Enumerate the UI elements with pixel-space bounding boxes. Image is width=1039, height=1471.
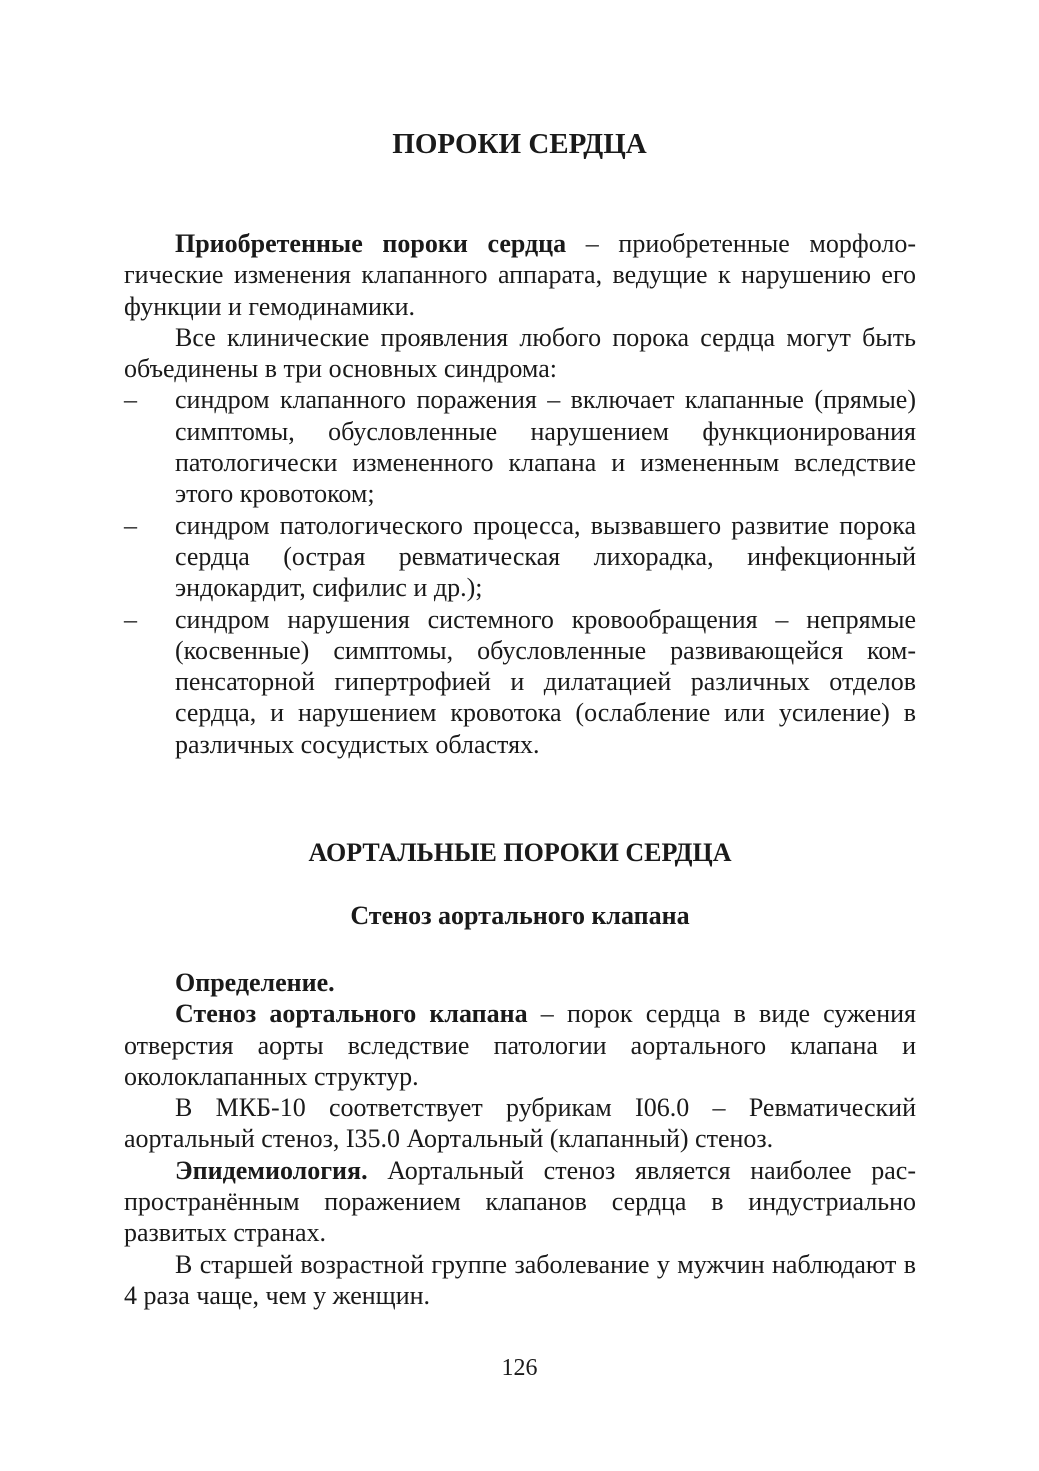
list-dash: – [124, 385, 137, 415]
list-dash: – [124, 510, 137, 540]
epidemiology-term: Эпидемиология. [175, 1155, 368, 1185]
icd-paragraph: В МКБ-10 соответствует рубрикам I06.0 – Ревматический аортальный стеноз, I35.0 Аортальный (клапанный) стеноз. [124, 1093, 916, 1154]
list-item [124, 604, 916, 760]
list-item-text: синдром патологического процесса, вызвавшего развитие порока сердца (острая ревматическая лихорадка, инфекционный эндокардит, сифилис и др.); [175, 510, 916, 603]
list-dash: – [124, 604, 137, 634]
syndromes-lead-paragraph: Все клинические проявления любого порока сердца могут быть объединены в три основных синдрома: [124, 322, 916, 384]
list-item-text: синдром клапанного поражения – включает клапанные (прямые) симптомы, обусловленные нарушением функционирования патологически измененного клапана и измененным вследствие этого кровотоком; [175, 385, 916, 509]
aortic-definition-term: Стеноз аортального клапана [175, 999, 528, 1029]
aortic-definition-text: – порок сердца в виде сужения отверстия аорты вследствие патологии аортального клапана и околоклапанных структур. [124, 999, 916, 1091]
definition-paragraph [124, 228, 916, 322]
age-paragraph: В старшей возрастной группе заболевание у мужчин наблюдают в 4 раза чаще, чем у женщин. [124, 1249, 916, 1310]
definition-heading: Определение. [175, 968, 335, 997]
main-title: ПОРОКИ СЕРДЦА [392, 128, 647, 160]
list-item [124, 384, 916, 509]
definition-term: Приобретенные пороки сердца [175, 229, 567, 258]
page-number: 126 [501, 1355, 538, 1381]
aortic-definition-paragraph [124, 998, 916, 1092]
list-item-text: синдром нарушения системного кровообращения – непрямые (косвенные) симптомы, обусловленные развивающейся компенсаторной гипертрофией и дилатацией различных отделов сердца, и нарушением кровотока (ослабление или усиление) в различных сосудистых областях. [175, 604, 916, 759]
aortic-stenosis-section [124, 967, 916, 1311]
list-item [124, 510, 916, 604]
syndromes-list [124, 384, 916, 760]
intro-section [124, 228, 916, 760]
subsection-title: Стеноз аортального клапана [350, 901, 690, 930]
definition-text: – приобретенные морфологические изменения клапанного аппарата, ведущие к нарушению его функции и гемодинамики. [124, 229, 916, 321]
epidemiology-paragraph [124, 1155, 916, 1249]
section-title: АОРТАЛЬНЫЕ ПОРОКИ СЕРДЦА [308, 838, 732, 867]
epidemiology-text: Аортальный стеноз является наиболее распространённым поражением клапанов сердца в индустриально развитых странах. [124, 1155, 916, 1248]
